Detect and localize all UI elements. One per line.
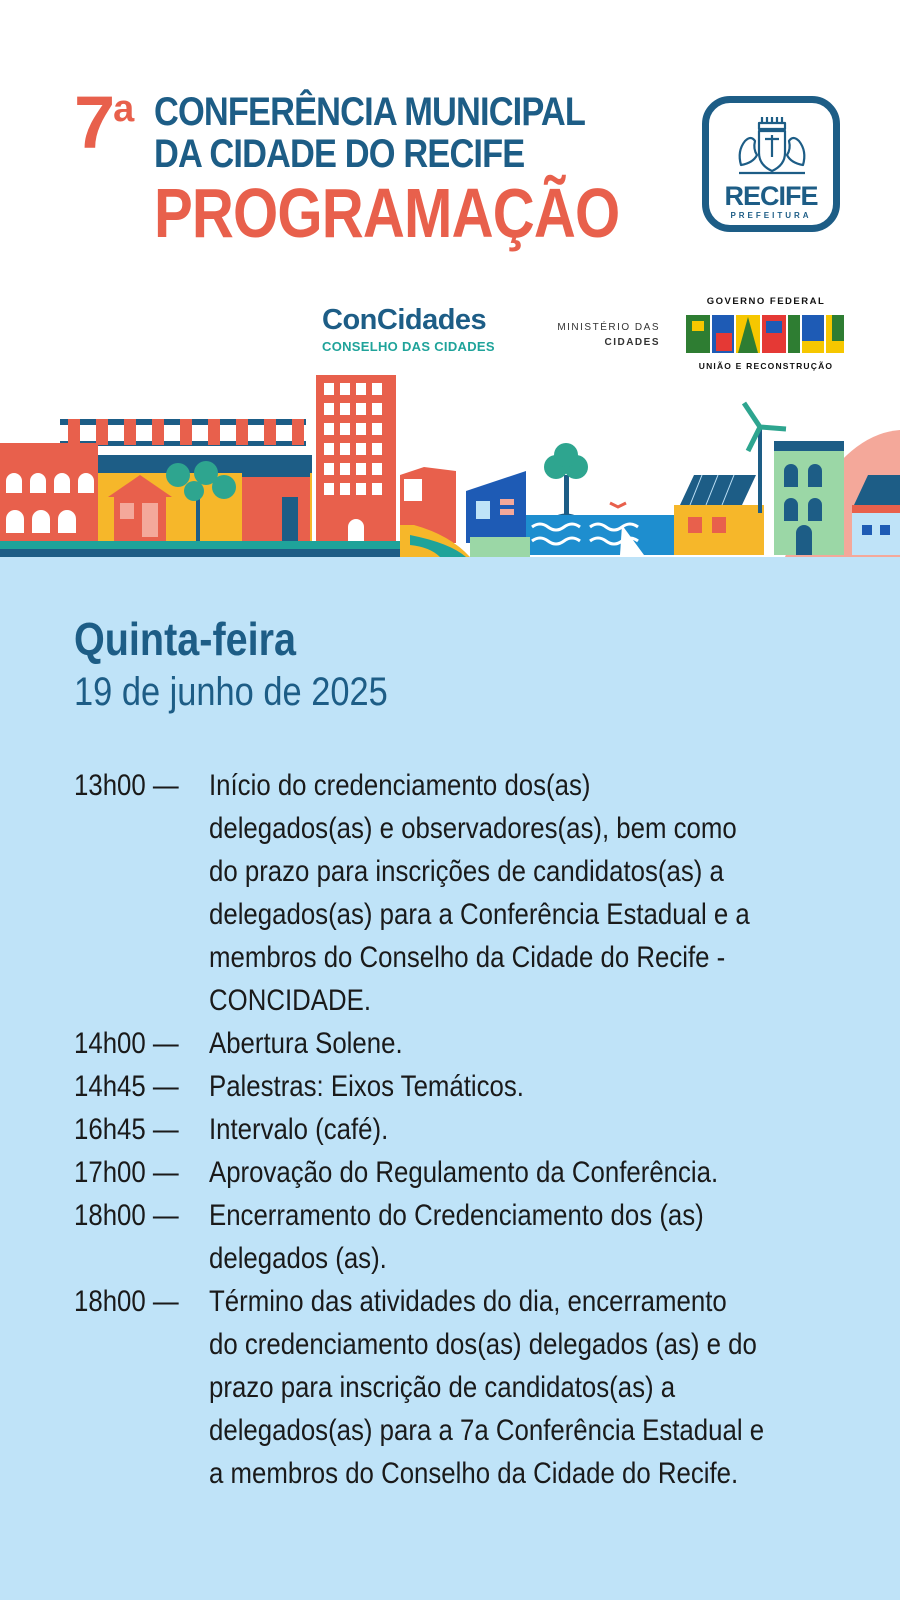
agenda-time: 18h00 — [74, 1199, 179, 1232]
agenda-item [74, 1065, 834, 1108]
program-title: PROGRAMAÇÃO [154, 174, 620, 252]
schedule-panel [0, 568, 900, 1600]
agenda-time: 18h00 — [74, 1285, 179, 1318]
title-line-1: CONFERÊNCIA MUNICIPAL [154, 90, 586, 134]
recife-logo-text: RECIFE [724, 181, 818, 211]
agenda-list [74, 764, 834, 1495]
agenda-time: 16h45 — [74, 1113, 179, 1146]
edition-number: 7$^a$ [74, 81, 133, 164]
agenda-line: Palestras: Eixos Temáticos. [209, 1070, 524, 1103]
header [0, 0, 900, 300]
agenda-description [209, 1280, 833, 1495]
agenda-item [74, 764, 834, 1022]
recife-logo [702, 96, 840, 232]
agenda-item [74, 1108, 834, 1151]
agenda-time: 17h00 — [74, 1156, 179, 1189]
agenda-item [74, 1022, 834, 1065]
agenda-time: 13h00 — [74, 769, 179, 802]
agenda-time: 14h00 — [74, 1027, 179, 1060]
agenda-line: membros do Conselho da Cidade do Recife - [209, 941, 726, 974]
agenda-time: 14h45 — [74, 1070, 179, 1103]
ministerio-line-1: MINISTÉRIO DAS [557, 322, 660, 333]
agenda-line: a membros do Conselho da Cidade do Recife. [209, 1457, 739, 1490]
agenda-item [74, 1151, 834, 1194]
concidades-subtitle: CONSELHO DAS CIDADES [322, 339, 495, 354]
brasil-wordmark-icon [686, 313, 846, 355]
agenda-line: Início do credenciamento dos(as) [209, 769, 591, 802]
agenda-line: Término das atividades do dia, encerramento [209, 1285, 727, 1318]
agenda-line: delegados(as) para a Conferência Estadual e a [209, 898, 750, 931]
agenda-line: delegados(as) e observadores(as), bem como [209, 812, 737, 845]
cityscape-illustration [0, 375, 900, 570]
agenda-line: delegados (as). [209, 1242, 387, 1275]
uniao-reconstrucao-label: UNIÃO E RECONSTRUÇÃO [698, 361, 834, 371]
agenda-line: Intervalo (café). [209, 1113, 389, 1146]
concidades-logo [322, 306, 495, 354]
agenda-item [74, 1280, 834, 1495]
governo-federal-label: GOVERNO FEDERAL [706, 296, 826, 307]
agenda-description [209, 1022, 833, 1065]
ministerio-logo [542, 320, 660, 350]
agenda-description [209, 1151, 833, 1194]
edition-suffix: a [113, 88, 133, 130]
agenda-description [209, 764, 833, 1022]
title-line-2: DA CIDADE DO RECIFE [154, 132, 525, 176]
agenda-line: do credenciamento dos(as) delegados (as) e do [209, 1328, 757, 1361]
agenda-line: do prazo para inscrições de candidatos(as) a [209, 855, 724, 888]
agenda-line: delegados(as) para a 7a Conferência Estadual e [209, 1414, 765, 1447]
agenda-line: prazo para inscrição de candidatos(as) a [209, 1371, 676, 1404]
recife-coat-of-arms-icon [729, 113, 815, 181]
agenda-line: Encerramento do Credenciamento dos (as) [209, 1199, 704, 1232]
concidades-name: ConCidades [322, 304, 487, 336]
agenda-line: CONCIDADE. [209, 984, 371, 1017]
agenda-description [209, 1065, 833, 1108]
agenda-description [209, 1108, 833, 1151]
day-title: Quinta-feira [74, 613, 297, 665]
agenda-description [209, 1194, 833, 1280]
agenda-line: Abertura Solene. [209, 1027, 403, 1060]
agenda-line: Aprovação do Regulamento da Conferência. [209, 1156, 719, 1189]
recife-logo-subtext: PREFEITURA [730, 211, 812, 220]
governo-federal-logo [684, 296, 848, 371]
day-date: 19 de junho de 2025 [74, 670, 388, 714]
agenda-item [74, 1194, 834, 1280]
ministerio-line-2: CIDADES [604, 337, 660, 348]
